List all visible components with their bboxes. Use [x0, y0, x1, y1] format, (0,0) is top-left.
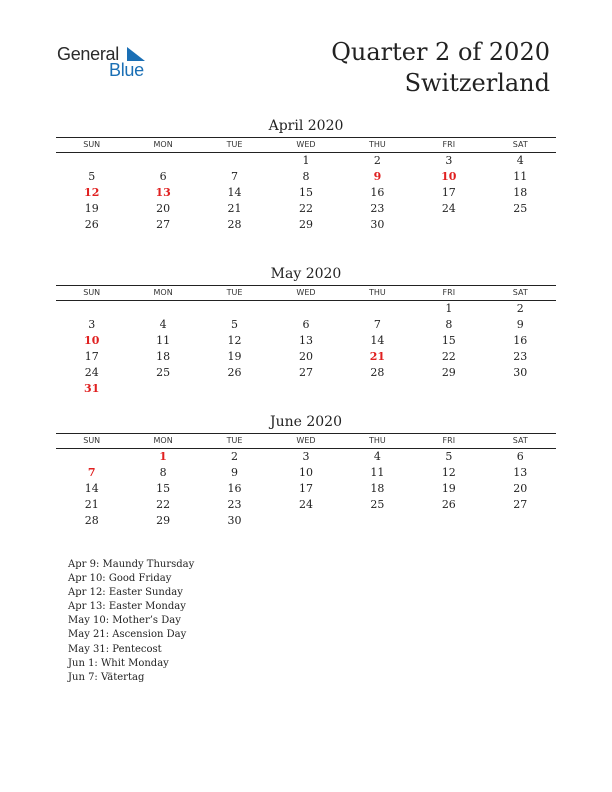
day-cell — [56, 153, 127, 169]
day-cell: 12 — [227, 334, 242, 347]
day-cell — [413, 381, 484, 397]
day-cell: 2 — [516, 302, 524, 315]
day-cell: 29 — [441, 366, 456, 379]
day-cell: 4 — [373, 450, 381, 463]
title-quarter: Quarter 2 of 2020 — [331, 38, 550, 66]
weekday-header: MON — [153, 140, 173, 149]
day-cell — [270, 301, 341, 317]
day-cell: 22 — [441, 350, 456, 363]
day-cell: 23 — [370, 202, 385, 215]
day-cell: 10 — [298, 466, 313, 479]
day-cell: 28 — [227, 218, 242, 231]
day-cell: 4 — [159, 318, 167, 331]
day-cell: 9 — [373, 170, 382, 183]
holiday-item: Jun 1: Whit Monday — [68, 657, 169, 669]
day-cell: 6 — [302, 318, 310, 331]
day-cell — [199, 153, 270, 169]
day-cell: 6 — [159, 170, 167, 183]
day-cell: 21 — [369, 350, 386, 363]
weekday-header: THU — [369, 288, 386, 297]
day-cell — [56, 449, 127, 465]
day-cell: 5 — [445, 450, 453, 463]
weekday-header: TUE — [226, 436, 243, 445]
day-cell: 2 — [373, 154, 381, 167]
weekday-header: TUE — [226, 288, 243, 297]
day-cell — [270, 381, 341, 397]
holiday-item: May 31: Pentecost — [68, 643, 162, 655]
day-cell: 15 — [298, 186, 313, 199]
day-cell: 11 — [513, 170, 528, 183]
day-cell: 9 — [231, 466, 239, 479]
weekday-header: FRI — [442, 140, 456, 149]
day-cell: 26 — [227, 366, 242, 379]
weekday-header: TUE — [226, 140, 243, 149]
weekday-header: SAT — [512, 288, 528, 297]
day-cell — [342, 381, 413, 397]
day-cell: 30 — [513, 366, 528, 379]
day-cell: 13 — [155, 186, 171, 199]
month-may — [56, 265, 556, 397]
week-row — [56, 333, 556, 349]
day-cell: 10 — [84, 334, 100, 347]
day-cell — [413, 513, 484, 529]
holiday-item: Apr 9: Maundy Thursday — [68, 559, 195, 570]
day-cell — [485, 513, 556, 529]
day-cell: 23 — [513, 350, 528, 363]
day-cell: 8 — [445, 318, 453, 331]
day-cell: 4 — [516, 154, 524, 167]
day-cell: 2 — [231, 450, 239, 463]
weekday-header-row — [56, 137, 556, 153]
day-cell: 24 — [441, 202, 456, 215]
day-cell — [127, 301, 198, 317]
day-cell: 25 — [513, 202, 528, 215]
day-cell: 1 — [302, 154, 310, 167]
day-cell: 20 — [156, 202, 171, 215]
weekday-header: SUN — [83, 140, 101, 149]
day-cell: 26 — [441, 498, 456, 511]
day-cell: 8 — [302, 170, 310, 183]
day-cell: 3 — [445, 154, 453, 167]
weekday-header: FRI — [442, 288, 456, 297]
week-row — [56, 465, 556, 481]
logo-text-general: General — [57, 44, 119, 64]
holiday-item: May 21: Ascension Day — [68, 629, 187, 641]
page-title — [331, 37, 550, 99]
brand-logo — [57, 44, 157, 84]
day-cell: 19 — [84, 202, 99, 215]
weekday-header: SUN — [83, 436, 101, 445]
day-cell: 16 — [513, 334, 528, 347]
week-row — [56, 217, 556, 233]
weekday-header: WED — [296, 288, 316, 297]
day-cell: 8 — [159, 466, 167, 479]
week-row — [56, 169, 556, 185]
day-cell: 11 — [370, 466, 385, 479]
weekday-header: SAT — [512, 140, 528, 149]
weekday-header: SAT — [512, 436, 528, 445]
day-cell — [342, 301, 413, 317]
day-cell: 29 — [156, 514, 171, 527]
weekday-header: WED — [296, 140, 316, 149]
day-cell — [127, 381, 198, 397]
day-cell — [342, 513, 413, 529]
day-cell: 24 — [84, 366, 99, 379]
day-cell: 10 — [441, 170, 457, 183]
weekday-header: THU — [369, 436, 386, 445]
day-cell — [199, 381, 270, 397]
day-cell: 13 — [513, 466, 528, 479]
day-cell: 3 — [302, 450, 310, 463]
day-cell: 25 — [370, 498, 385, 511]
day-cell: 19 — [227, 350, 242, 363]
day-cell: 21 — [227, 202, 242, 215]
holiday-item: Apr 13: Easter Monday — [68, 601, 186, 613]
day-cell: 1 — [159, 450, 167, 463]
day-cell: 13 — [298, 334, 313, 347]
day-cell: 15 — [441, 334, 456, 347]
day-cell: 26 — [84, 218, 99, 231]
day-cell: 14 — [227, 186, 242, 199]
week-row — [56, 481, 556, 497]
holiday-item: Jun 7: Vätertag — [68, 671, 145, 683]
month-april — [56, 117, 556, 233]
logo-text-blue: Blue — [109, 60, 144, 80]
day-cell: 12 — [84, 186, 100, 199]
day-cell: 22 — [298, 202, 313, 215]
day-cell — [270, 513, 341, 529]
holiday-item: Apr 12: Easter Sunday — [68, 587, 183, 599]
day-cell: 30 — [227, 514, 242, 527]
day-cell — [199, 301, 270, 317]
day-cell: 14 — [84, 482, 99, 495]
day-cell: 3 — [88, 318, 96, 331]
day-cell: 5 — [88, 170, 96, 183]
day-cell: 22 — [156, 498, 171, 511]
day-cell: 31 — [84, 382, 100, 395]
day-cell: 14 — [370, 334, 385, 347]
day-cell — [56, 301, 127, 317]
day-cell: 17 — [298, 482, 313, 495]
day-cell: 19 — [441, 482, 456, 495]
day-cell: 7 — [231, 170, 239, 183]
week-row — [56, 497, 556, 513]
week-row — [56, 201, 556, 217]
day-cell: 7 — [373, 318, 381, 331]
day-cell: 7 — [87, 466, 96, 479]
holiday-item: May 10: Mother’s Day — [68, 615, 181, 627]
weekday-header: MON — [153, 288, 173, 297]
day-cell: 18 — [156, 350, 171, 363]
weekday-header: WED — [296, 436, 316, 445]
holiday-item: Apr 10: Good Friday — [68, 573, 172, 585]
day-cell: 6 — [516, 450, 524, 463]
day-cell: 24 — [298, 498, 313, 511]
day-cell: 15 — [156, 482, 171, 495]
week-row — [56, 317, 556, 333]
week-row — [56, 513, 556, 529]
day-cell: 20 — [298, 350, 313, 363]
day-cell — [413, 217, 484, 233]
weekday-header-row — [56, 433, 556, 449]
week-row — [56, 381, 556, 397]
day-cell — [127, 153, 198, 169]
day-cell: 27 — [156, 218, 171, 231]
weekday-header-row — [56, 285, 556, 301]
day-cell: 25 — [156, 366, 171, 379]
month-name: April 2020 — [268, 118, 344, 134]
weekday-header: FRI — [442, 436, 456, 445]
day-cell — [485, 381, 556, 397]
day-cell: 30 — [370, 218, 385, 231]
day-cell: 23 — [227, 498, 242, 511]
day-cell: 5 — [231, 318, 239, 331]
day-cell: 27 — [298, 366, 313, 379]
day-cell: 16 — [370, 186, 385, 199]
day-cell: 29 — [298, 218, 313, 231]
day-cell: 17 — [441, 186, 456, 199]
day-cell: 20 — [513, 482, 528, 495]
day-cell: 17 — [84, 350, 99, 363]
day-cell: 1 — [445, 302, 453, 315]
week-row — [56, 301, 556, 317]
day-cell: 9 — [516, 318, 524, 331]
day-cell: 28 — [84, 514, 99, 527]
day-cell: 11 — [156, 334, 171, 347]
day-cell: 28 — [370, 366, 385, 379]
day-cell: 16 — [227, 482, 242, 495]
weekday-header: MON — [153, 436, 173, 445]
week-row — [56, 449, 556, 465]
day-cell: 27 — [513, 498, 528, 511]
title-country: Switzerland — [404, 69, 550, 97]
month-june — [56, 413, 556, 529]
month-name: May 2020 — [270, 266, 342, 282]
week-row — [56, 365, 556, 381]
day-cell: 21 — [84, 498, 99, 511]
weekday-header: SUN — [83, 288, 101, 297]
week-row — [56, 153, 556, 169]
week-row — [56, 349, 556, 365]
month-name: June 2020 — [269, 414, 342, 430]
day-cell: 18 — [370, 482, 385, 495]
weekday-header: THU — [369, 140, 386, 149]
day-cell: 18 — [513, 186, 528, 199]
holiday-list — [68, 558, 194, 685]
day-cell — [485, 217, 556, 233]
week-row — [56, 185, 556, 201]
day-cell: 12 — [441, 466, 456, 479]
